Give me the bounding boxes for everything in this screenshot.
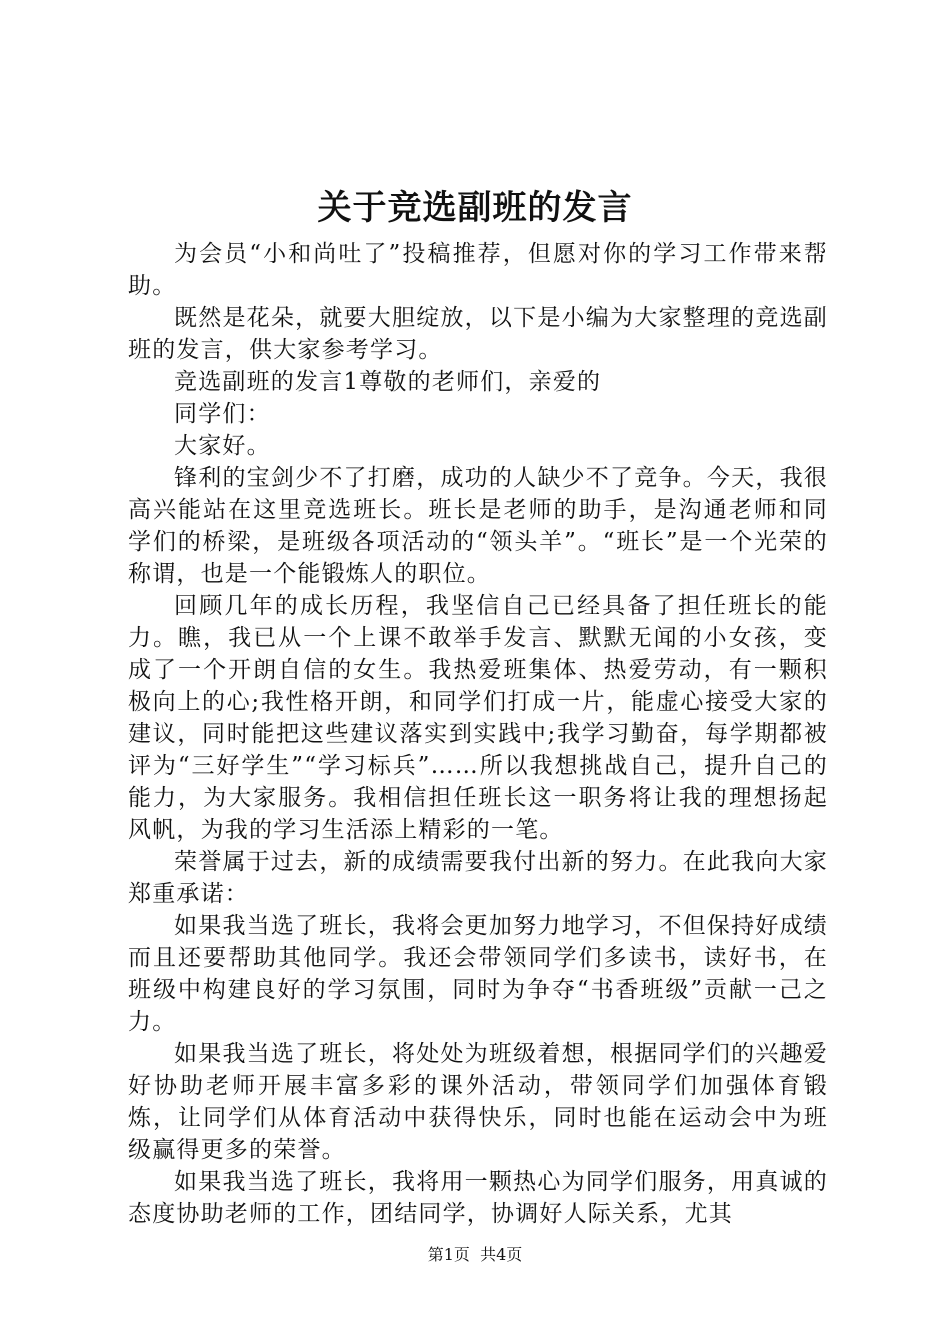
paragraph: 如果我当选了班长，将处处为班级着想，根据同学们的兴趣爱好协助老师开展丰富多彩的课外活动，带领同学们加强体育锻炼，让同学们从体育活动中获得快乐，同时也能在运动会中为班级赢得更多的荣誉。 <box>128 1041 828 1163</box>
paragraph: 荣誉属于过去，新的成绩需要我付出新的努力。在此我向大家郑重承诺： <box>128 849 828 907</box>
paragraph: 如果我当选了班长，我将会更加努力地学习，不但保持好成绩而且还要帮助其他同学。我还会带领同学们多读书，读好书，在班级中构建良好的学习氛围，同时为争夺“书香班级”贡献一己之力。 <box>128 913 828 1035</box>
page-total: 共4页 <box>480 1245 523 1264</box>
paragraph: 既然是花朵，就要大胆绽放，以下是小编为大家整理的竞选副班的发言，供大家参考学习。 <box>128 305 828 363</box>
paragraph: 回顾几年的成长历程，我坚信自己已经具备了担任班长的能力。瞧，我已从一个上课不敢举手发言、默默无闻的小女孩，变成了一个开朗自信的女生。我热爱班集体、热爱劳动，有一颗积极向上的心;我性格开朗，和同学们打成一片，能虚心接受大家的建议，同时能把这些建议落实到实践中;我学习勤奋，每学期都被评为“三好学生”“学习标兵”……所以我想挑战自己，提升自己的能力，为大家服务。我相信担任班长这一职务将让我的理想扬起风帆，为我的学习生活添上精彩的一笔。 <box>128 593 828 843</box>
document-body <box>128 238 828 1230</box>
paragraph: 为会员“小和尚吐了”投稿推荐，但愿对你的学习工作带来帮助。 <box>128 241 828 299</box>
paragraph: 竞选副班的发言1尊敬的老师们，亲爱的 <box>174 369 602 395</box>
page-footer <box>0 1244 950 1266</box>
document-title: 关于竞选副班的发言 <box>317 188 633 228</box>
paragraph: 锋利的宝剑少不了打磨，成功的人缺少不了竞争。今天，我很高兴能站在这里竞选班长。班长是老师的助手，是沟通老师和同学们的桥梁，是班级各项活动的“领头羊”。“班长”是一个光荣的称谓，也是一个能锻炼人的职位。 <box>128 465 828 587</box>
paragraph: 如果我当选了班长，我将用一颗热心为同学们服务，用真诚的态度协助老师的工作，团结同学，协调好人际关系，尤其 <box>128 1169 828 1227</box>
paragraph: 大家好。 <box>174 433 271 459</box>
paragraph: 同学们： <box>174 401 271 427</box>
page-number: 第1页 <box>427 1245 470 1264</box>
